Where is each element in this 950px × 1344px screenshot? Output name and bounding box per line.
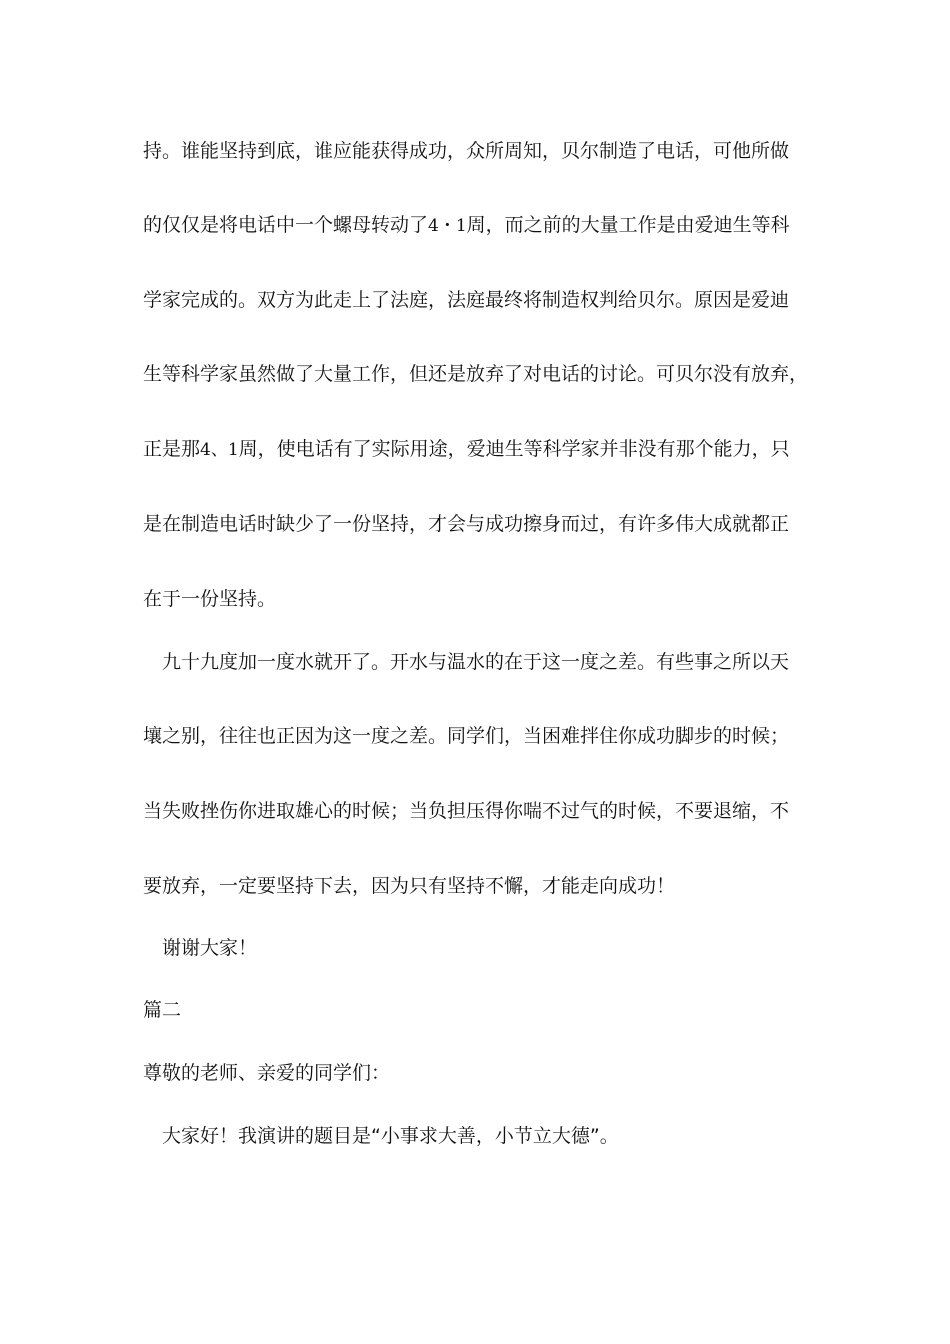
- paragraph-2-line-2: 壤之别，往往也正因为这一度之差。同学们，当困难拌住你成功脚步的时候；: [143, 725, 790, 747]
- paragraph-2-line-3: 当失败挫伤你进取雄心的时候；当负担压得你喘不过气的时候，不要退缩，不: [143, 800, 790, 822]
- salutation: 尊敬的老师、亲爱的同学们：: [143, 1062, 391, 1084]
- paragraph-1-line-5-text-after: 周，使电话有了实际用途，爱迪生等科学家并非没有那个能力，只: [238, 438, 790, 460]
- paragraph-1-line-6: 是在制造电话时缺少了一份坚持，才会与成功擦身而过，有许多伟大成就都正: [143, 513, 790, 535]
- paragraph-2-line-4: 要放弃，一定要坚持下去，因为只有坚持不懈，才能走向成功！: [143, 875, 676, 897]
- section-title: 篇二: [143, 999, 182, 1021]
- paragraph-1-line-5-text-before: 正是那: [143, 438, 201, 460]
- paragraph-1-line-2-number: 4・1: [428, 216, 467, 236]
- thanks-line: 谢谢大家！: [162, 937, 258, 959]
- paragraph-1-line-4: 生等科学家虽然做了大量工作，但还是放弃了对电话的讨论。可贝尔没有放弃，: [143, 363, 809, 385]
- paragraph-1-line-7: 在于一份坚持。: [143, 588, 277, 610]
- speech-opening: 大家好！我演讲的题目是“小事求大善，小节立大德”。: [162, 1125, 619, 1147]
- paragraph-1-line-2: [143, 213, 790, 238]
- paragraph-1-line-3: 学家完成的。双方为此走上了法庭，法庭最终将制造权判给贝尔。原因是爱迪: [143, 289, 790, 311]
- paragraph-1-line-2-text-after: 周，而之前的大量工作是由爱迪生等科: [466, 214, 790, 236]
- paragraph-1-line-5-number: 4、1: [200, 440, 239, 460]
- paragraph-1-line-1: 持。谁能坚持到底，谁应能获得成功，众所周知，贝尔制造了电话，可他所做: [143, 140, 790, 162]
- paragraph-1-line-2-text-before: 的仅仅是将电话中一个螺母转动了: [143, 214, 429, 236]
- paragraph-2-line-1: 九十九度加一度水就开了。开水与温水的在于这一度之差。有些事之所以天: [162, 651, 790, 673]
- paragraph-1-line-5: [143, 437, 790, 462]
